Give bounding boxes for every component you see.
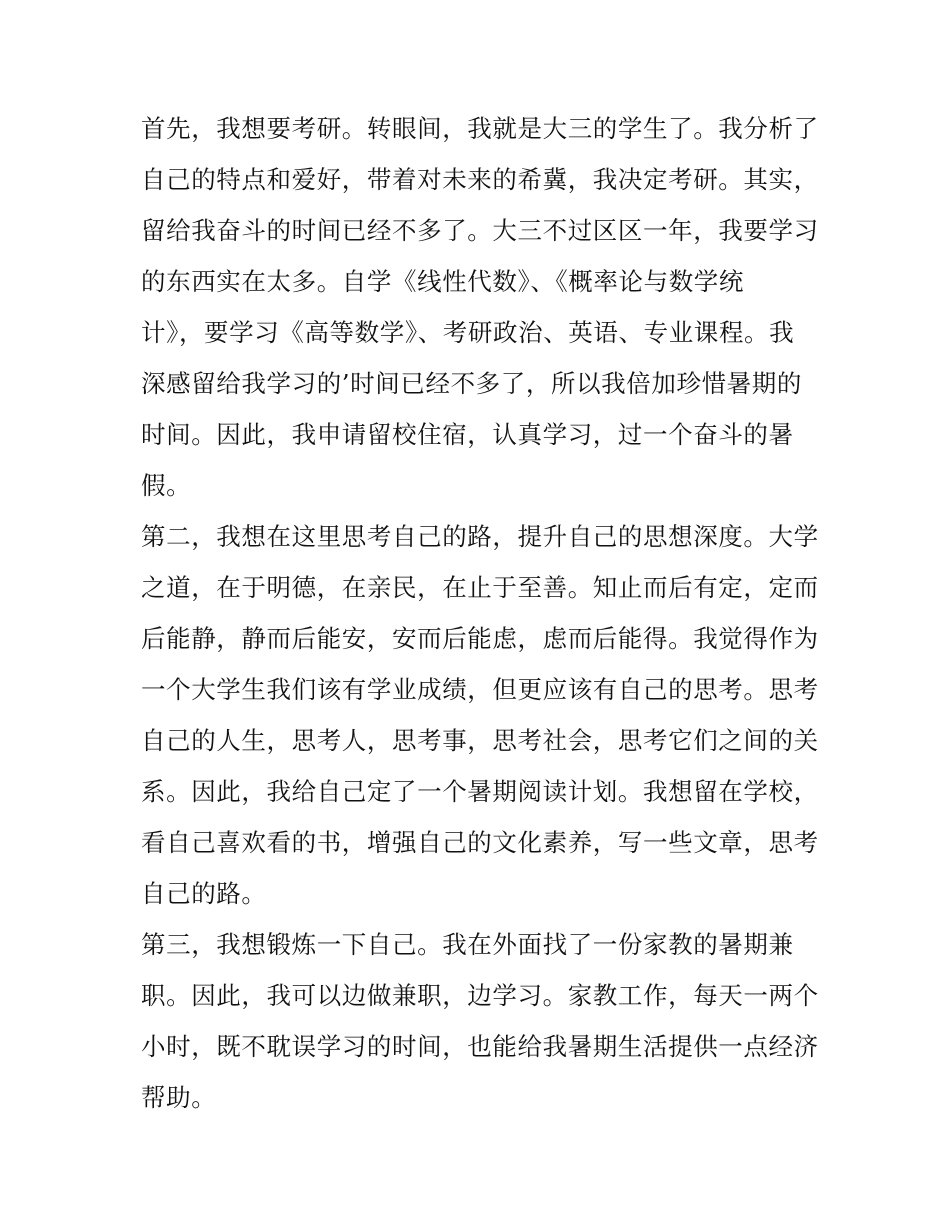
paragraph-3 xyxy=(141,919,821,1123)
text-line: 自己的路。 xyxy=(141,879,267,908)
text-line: 一个大学生我们该有学业成绩，但更应该有自己的思考。思考 xyxy=(141,675,819,704)
text-line: 第二，我想在这里思考自己的路，提升自己的思想深度。大学 xyxy=(141,522,819,551)
text-line: 职。因此，我可以边做兼职，边学习。家教工作，每天一两个 xyxy=(141,981,819,1010)
text-line: 自己的特点和爱好，带着对未来的希冀，我决定考研。其实， xyxy=(141,165,819,194)
text-line: 帮助。 xyxy=(141,1083,217,1112)
text-line: 自己的人生，思考人，思考事，思考社会，思考它们之间的关 xyxy=(141,726,819,755)
text-line: 第三，我想锻炼一下自己。我在外面找了一份家教的暑期兼 xyxy=(141,930,794,959)
text-line: 计》，要学习《高等数学》、考研政治、英语、专业课程。我 xyxy=(141,318,795,347)
document-body xyxy=(141,103,821,1123)
text-line: 的东西实在太多。自学《线性代数》、《概率论与数学统 xyxy=(141,267,744,296)
text-line: 之道，在于明德，在亲民，在止于至善。知止而后有定，定而 xyxy=(141,573,819,602)
text-line: 假。 xyxy=(141,471,192,500)
text-line: 时间。因此，我申请留校住宿，认真学习，过一个奋斗的暑 xyxy=(141,420,794,449)
text-line: 留给我奋斗的时间已经不多了。大三不过区区一年，我要学习 xyxy=(141,216,819,245)
paragraph-2 xyxy=(141,511,821,919)
text-line: 首先，我想要考研。转眼间，我就是大三的学生了。我分析了 xyxy=(141,114,819,143)
text-line: 后能静，静而后能安，安而后能虑，虑而后能得。我觉得作为 xyxy=(141,624,819,653)
text-line: 深感留给我学习的’时间已经不多了，所以我倍加珍惜暑期的 xyxy=(141,369,802,398)
text-line: 看自己喜欢看的书，增强自己的文化素养，写一些文章，思考 xyxy=(141,828,819,857)
text-line: 小时，既不耽误学习的时间，也能给我暑期生活提供一点经济 xyxy=(141,1032,819,1061)
paragraph-1 xyxy=(141,103,821,511)
text-line: 系。因此，我给自己定了一个暑期阅读计划。我想留在学校， xyxy=(141,777,819,806)
